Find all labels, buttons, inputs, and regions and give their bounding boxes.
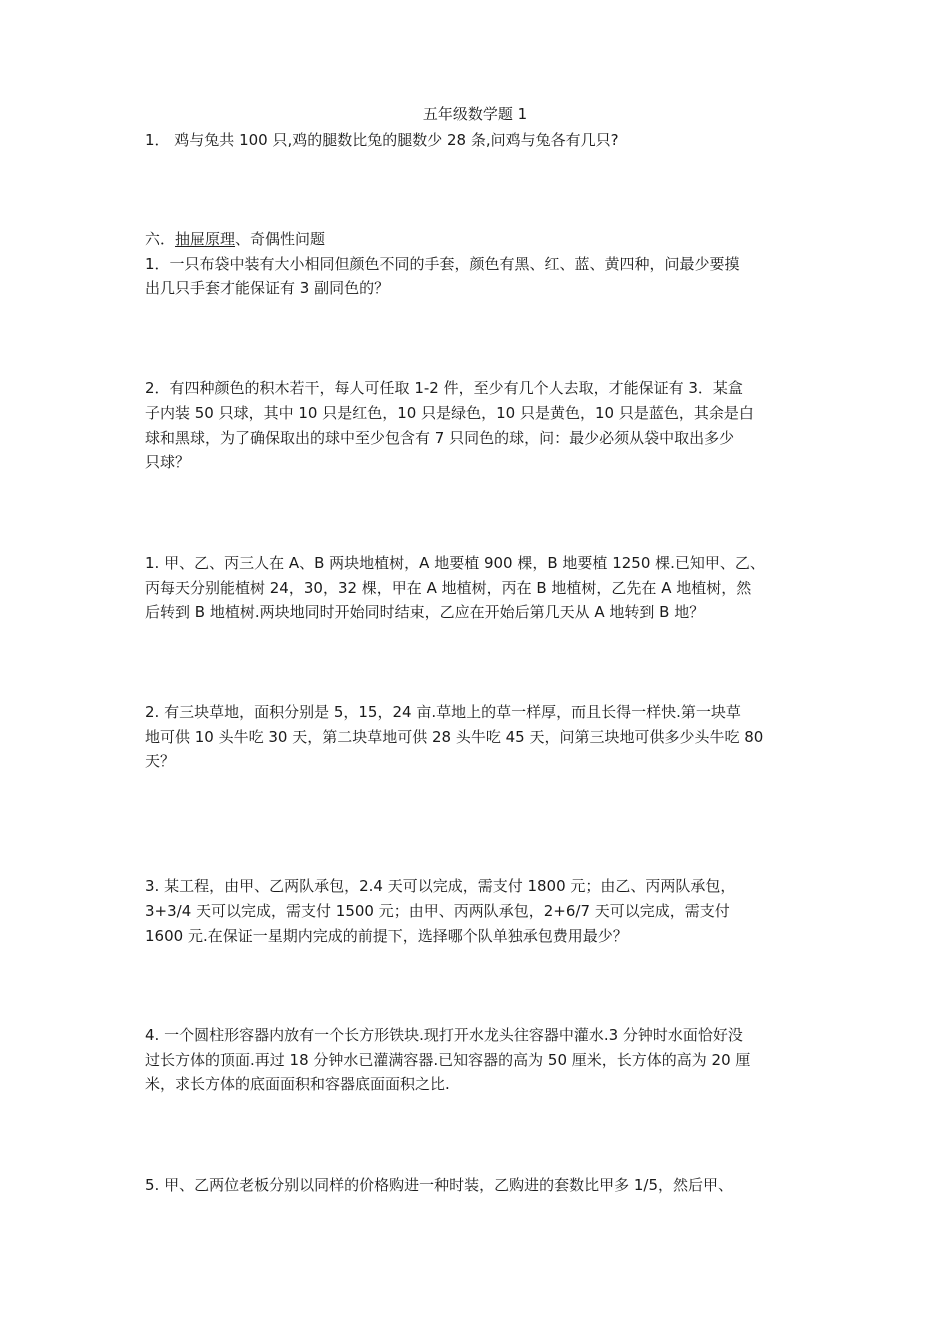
question-container-line: 米，求长方体的底面面积和容器底面面积之比. — [145, 1075, 450, 1093]
question-grass-line: 2. 有三块草地，面积分别是 5，15，24 亩.草地上的草一样厚，而且长得一样快.第一块草 — [145, 703, 741, 721]
question-chicken-rabbit: 1． 鸡与兔共 100 只,鸡的腿数比兔的腿数少 28 条,问鸡与兔各有几只? — [145, 131, 619, 149]
question-gloves-line: 1．一只布袋中装有大小相同但颜色不同的手套，颜色有黑、红、蓝、黄四种，问最少要摸 — [145, 255, 740, 273]
page-title: 五年级数学题 1 — [422, 105, 528, 123]
question-project-line: 3. 某工程，由甲、乙两队承包，2.4 天可以完成，需支付 1800 元；由乙、丙两队承包， — [145, 877, 736, 895]
section-suffix: 、奇偶性问题 — [235, 230, 326, 248]
question-trees-line: 后转到 B 地植树.两块地同时开始同时结束，乙应在开始后第几天从 A 地转到 B 地？ — [145, 603, 705, 621]
question-blocks-balls-line: 只球？ — [145, 453, 191, 471]
question-container-line: 4. 一个圆柱形容器内放有一个长方形铁块.现打开水龙头往容器中灌水.3 分钟时水面恰好没 — [145, 1026, 743, 1044]
question-blocks-balls-line: 2．有四种颜色的积木若干，每人可任取 1-2 件，至少有几个人去取，才能保证有 3．某盒 — [145, 379, 743, 397]
question-container-line: 过长方体的顶面.再过 18 分钟水已灌满容器.已知容器的高为 50 厘米，长方体的高为 20 厘 — [145, 1051, 751, 1069]
question-trees-line: 丙每天分别能植树 24，30，32 棵，甲在 A 地植树，丙在 B 地植树，乙先在 A 地植树，然 — [145, 579, 752, 597]
question-blocks-balls-line: 球和黑球，为了确保取出的球中至少包含有 7 只同色的球，问：最少必须从袋中取出多少 — [145, 429, 735, 447]
question-gloves-line: 出几只手套才能保证有 3 副同色的？ — [145, 279, 390, 297]
question-clothes-line: 5. 甲、乙两位老板分别以同样的价格购进一种时装，乙购进的套数比甲多 1/5，然后甲、 — [145, 1176, 733, 1194]
question-project-line: 1600 元.在保证一星期内完成的前提下，选择哪个队单独承包费用最少？ — [145, 927, 628, 945]
section-underlined-term: 抽屉原理 — [175, 230, 236, 248]
section-prefix: 六． — [145, 230, 176, 248]
question-trees-line: 1. 甲、乙、丙三人在 A、B 两块地植树，A 地要植 900 棵，B 地要植 1250 棵.已知甲、乙、 — [145, 554, 765, 572]
question-project-line: 3+3/4 天可以完成，需支付 1500 元；由甲、丙两队承包，2+6/7 天可以完成，需支付 — [145, 902, 730, 920]
question-grass-line: 天？ — [145, 752, 176, 770]
question-blocks-balls-line: 子内装 50 只球，其中 10 只是红色，10 只是绿色，10 只是黄色，10 只是蓝色，其余是白 — [145, 404, 754, 422]
section-heading-6 — [145, 229, 325, 249]
question-grass-line: 地可供 10 头牛吃 30 天，第二块草地可供 28 头牛吃 45 天，问第三块地可供多少头牛吃 80 — [145, 728, 764, 746]
